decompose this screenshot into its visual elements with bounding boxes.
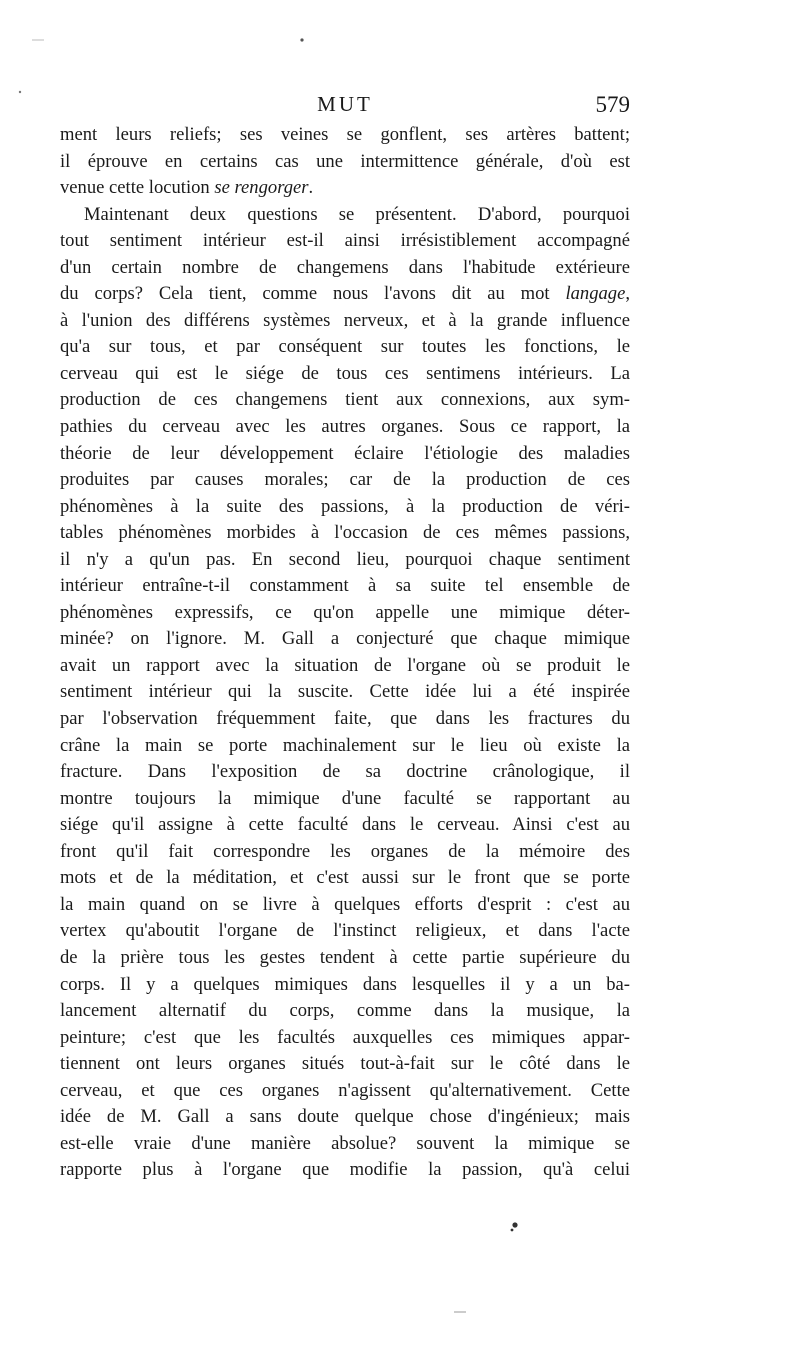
text-line: ment leurs reliefs; ses veines se gonflent, ses artères battent; bbox=[60, 124, 630, 145]
text-line: phénomènes expressifs, ce qu'on appelle une mimique déter- bbox=[60, 601, 630, 623]
text-line: fracture. Dans l'exposition de sa doctrine crânologique, il bbox=[60, 761, 630, 783]
ink-speck bbox=[19, 91, 21, 93]
text-line: Maintenant deux questions se présentent. D'abord, pourquoi bbox=[84, 203, 630, 225]
text-line: siége qu'il assigne à cette faculté dans le cerveau. Ainsi c'est au bbox=[60, 814, 630, 836]
text-line: il n'y a qu'un pas. En second lieu, pourquoi chaque sentiment bbox=[60, 548, 630, 570]
text-line: qu'a sur tous, et par conséquent sur toutes les fonctions, le bbox=[60, 336, 630, 358]
ink-speck bbox=[511, 1229, 514, 1232]
text-line: lancement alternatif du corps, comme dans la musique, la bbox=[60, 1000, 630, 1022]
text-line: rapporte plus à l'organe que modifie la passion, qu'à celui bbox=[60, 1159, 630, 1181]
text-line: cerveau qui est le siége de tous ces sentimens intérieurs. La bbox=[60, 362, 630, 384]
text-line: la main quand on se livre à quelques efforts d'esprit : c'est au bbox=[60, 893, 630, 915]
text-line: est-elle vraie d'une manière absolue? souvent la mimique se bbox=[60, 1132, 630, 1154]
page-header bbox=[60, 92, 630, 122]
text-line: tout sentiment intérieur est-il ainsi irrésistiblement accompagné bbox=[60, 230, 630, 252]
text-line: vertex qu'aboutit l'organe de l'instinct religieux, et dans l'acte bbox=[60, 920, 630, 942]
text-line: produites par causes morales; car de la production de ces bbox=[60, 469, 630, 491]
text-line: crâne la main se porte machinalement sur le lieu où existe la bbox=[60, 734, 630, 756]
text-line: de la prière tous les gestes tendent à cette partie supérieure du bbox=[60, 946, 630, 968]
ink-speck bbox=[300, 38, 303, 41]
italic-term: se rengorger bbox=[214, 177, 309, 199]
text-line: tables phénomènes morbides à l'occasion de ces mêmes passions, bbox=[60, 522, 630, 544]
text-line: peinture; c'est que les facultés auxquelles ces mimiques appar- bbox=[60, 1026, 630, 1048]
body-text bbox=[60, 122, 630, 1184]
text-line: mots et de la méditation, et c'est aussi sur le front que se porte bbox=[60, 867, 630, 889]
text-line: d'un certain nombre de changemens dans l'habitude extérieure bbox=[60, 256, 630, 278]
text-line: avait un rapport avec la situation de l'organe où se produit le bbox=[60, 654, 630, 676]
text-line: par l'observation fréquemment faite, que dans les fractures du bbox=[60, 708, 630, 730]
text-line: à l'union des différens systèmes nerveux, et à la grande influence bbox=[60, 309, 630, 331]
text-line: idée de M. Gall a sans doute quelque chose d'ingénieux; mais bbox=[60, 1106, 630, 1128]
text-line: intérieur entraîne-t-il constamment à sa suite tel ensemble de bbox=[60, 575, 630, 597]
page-number: 579 bbox=[595, 92, 630, 117]
text-line: tiennent ont leurs organes situés tout-à-fait sur le côté dans le bbox=[60, 1053, 630, 1075]
text-line: front qu'il fait correspondre les organes de la mémoire des bbox=[60, 840, 630, 862]
text-line: venue cette locution se rengorger. bbox=[60, 177, 314, 199]
text-line: cerveau, et que ces organes n'agissent qu'alternativement. Cette bbox=[60, 1079, 630, 1101]
running-title: MUT bbox=[317, 92, 373, 116]
text-line: pathies du cerveau avec les autres organes. Sous ce rapport, la bbox=[60, 416, 630, 438]
text-line: du corps? Cela tient, comme nous l'avons dit au mot langage, bbox=[60, 283, 630, 305]
text-line: montre toujours la mimique d'une faculté se rapportant au bbox=[60, 787, 630, 809]
text-line: production de ces changemens tient aux connexions, aux sym- bbox=[60, 389, 630, 411]
text-line: minée? on l'ignore. M. Gall a conjecturé que chaque mimique bbox=[60, 628, 630, 650]
text-line: sentiment intérieur qui la suscite. Cette idée lui a été inspirée bbox=[60, 681, 630, 703]
ink-speck bbox=[512, 1222, 517, 1227]
text-line: il éprouve en certains cas une intermittence générale, d'où est bbox=[60, 150, 630, 172]
text-line: théorie de leur développement éclaire l'étiologie des maladies bbox=[60, 442, 630, 464]
text-line: phénomènes à la suite des passions, à la production de véri- bbox=[60, 495, 630, 517]
italic-term: langage bbox=[565, 283, 626, 305]
text-line: corps. Il y a quelques mimiques dans lesquelles il y a un ba- bbox=[60, 973, 630, 995]
